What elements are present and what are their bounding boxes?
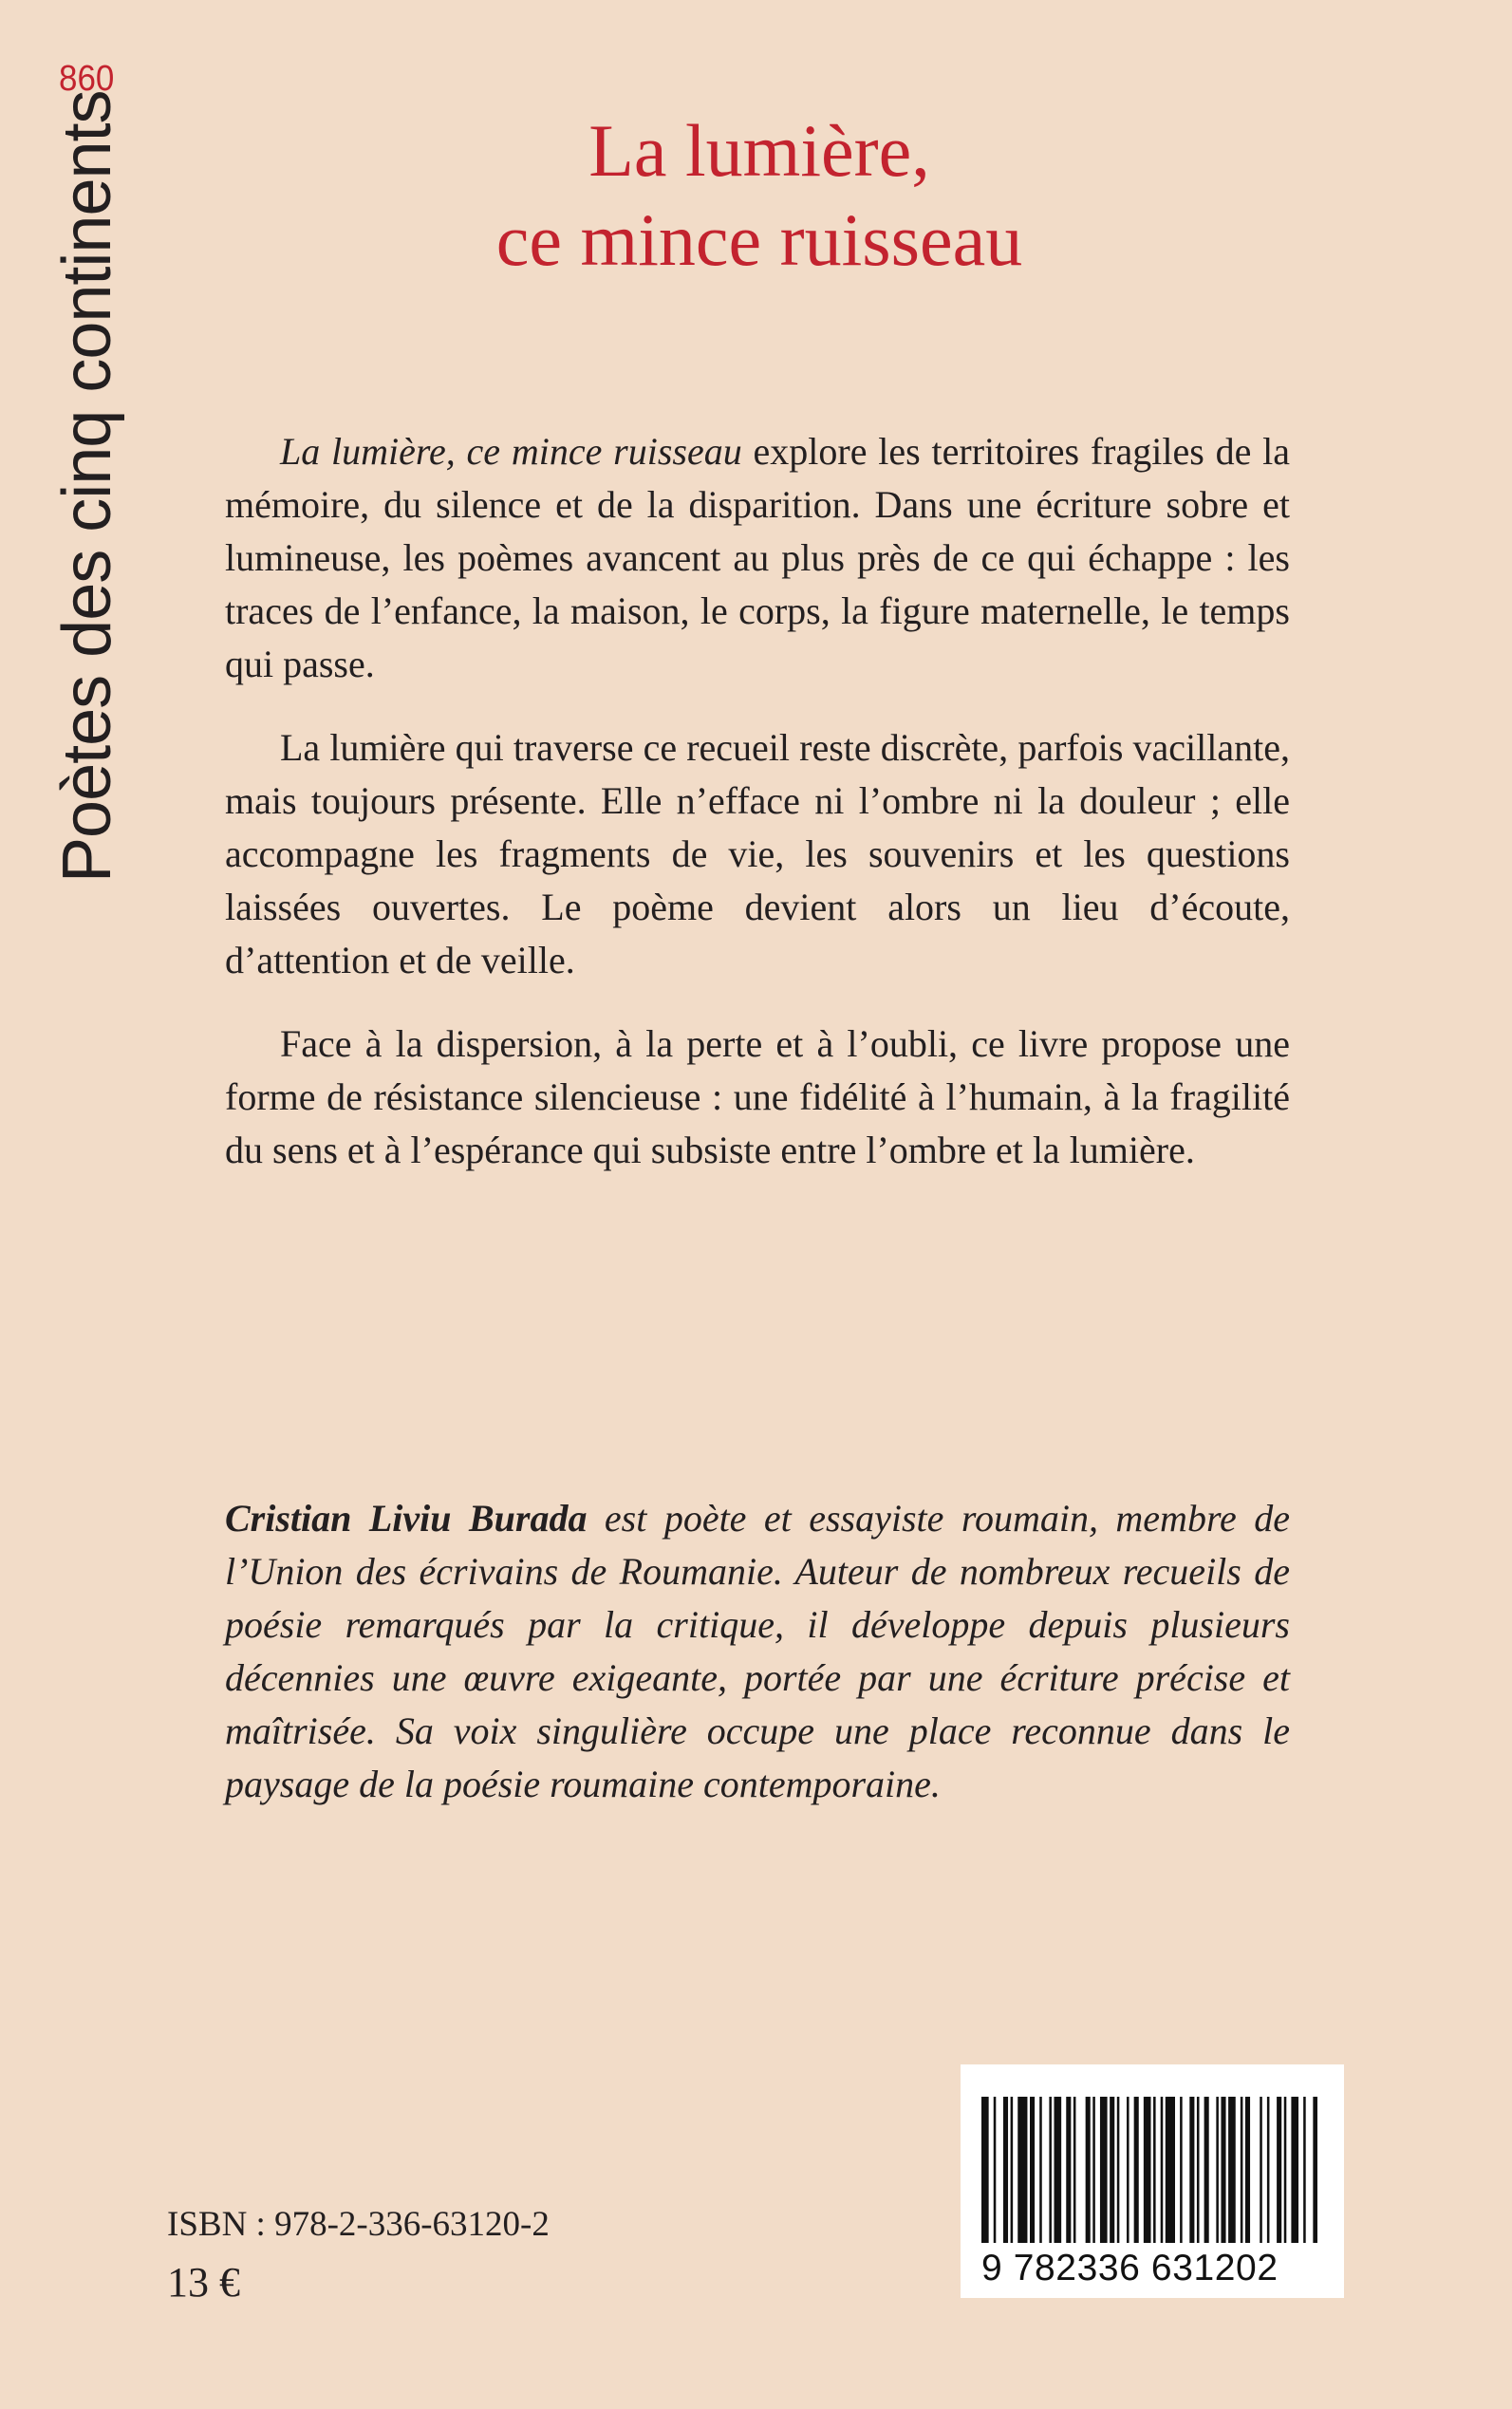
barcode-bar <box>1030 2097 1035 2243</box>
barcode-bar <box>1189 2097 1194 2243</box>
barcode-bar <box>1245 2097 1250 2243</box>
barcode-bar <box>1180 2097 1183 2243</box>
barcode-bar <box>1066 2097 1071 2243</box>
barcode-bar <box>1039 2097 1042 2243</box>
summary-title-italic: La lumière, ce mince ruisseau <box>280 430 742 473</box>
book-price: 13 € <box>167 2259 240 2306</box>
summary-paragraph-2: La lumière qui traverse ce recueil reste discrète, parfois vacillante, mais toujours présente. Elle n’efface ni l’ombre ni la douleur ; elle accompagne les fragments de vie, les souvenirs et les questions laissées ouvertes. Le poème devient alors un lieu d’écoute, d’attention et de veille. <box>225 726 1290 981</box>
summary-paragraph-1 <box>225 425 1290 691</box>
barcode-bar <box>1228 2097 1236 2243</box>
barcode-bar <box>1221 2097 1225 2243</box>
barcode-bar <box>1267 2097 1270 2243</box>
barcode-bar <box>981 2097 989 2243</box>
summary-paragraph-1-text: explore les territoires fragiles de la mémoire, du silence et de la disparition. Dans une écriture sobre et lumineuse, les poèmes avancent au plus près de ce qui échappe : les traces de l’enfance, la maison, le corps, la figure maternelle, le temps qui passe. <box>225 430 1290 685</box>
book-title <box>285 106 1234 285</box>
barcode-bar <box>1011 2097 1014 2243</box>
barcode-bar <box>1117 2097 1120 2243</box>
barcode-bar <box>1161 2097 1164 2243</box>
barcode-label <box>961 2064 1344 2298</box>
summary-paragraph-3: Face à la dispersion, à la perte et à l’oubli, ce livre propose une forme de résistance silencieuse : une fidélité à l’humain, à la fragilité du sens et à l’espérance qui subsiste entre l’ombre et la lumière. <box>225 1022 1290 1171</box>
barcode-bar <box>1055 2097 1062 2243</box>
barcode-bar <box>1073 2097 1076 2243</box>
barcode-bar <box>1204 2097 1209 2243</box>
barcode-bar <box>1003 2097 1008 2243</box>
barcode-bar <box>1197 2097 1200 2243</box>
barcode-image <box>981 2097 1317 2243</box>
book-title-line-1: La lumière, <box>588 109 930 192</box>
book-title-line-2: ce mince ruisseau <box>495 198 1023 281</box>
series-number: 860 <box>59 59 115 99</box>
barcode-bar <box>1291 2097 1298 2243</box>
author-name: Cristian Liviu Burada <box>225 1497 588 1540</box>
barcode-bar <box>1153 2097 1156 2243</box>
barcode-bar <box>1313 2097 1317 2243</box>
barcode-bar <box>1277 2097 1281 2243</box>
barcode-bar <box>1216 2097 1219 2243</box>
barcode-digits: 9 782336 631202 <box>981 2248 1279 2288</box>
barcode-bar <box>1127 2097 1129 2243</box>
barcode-bar <box>1303 2097 1306 2243</box>
barcode-bar <box>1017 2097 1027 2243</box>
barcode-bar <box>1134 2097 1139 2243</box>
barcode-bar <box>1100 2097 1108 2243</box>
book-summary <box>225 425 1290 1207</box>
author-biography <box>225 1492 1290 1811</box>
barcode-bar <box>1086 2097 1091 2243</box>
barcode-bar <box>1092 2097 1095 2243</box>
barcode-bar <box>1049 2097 1052 2243</box>
barcode-bar <box>1144 2097 1151 2243</box>
barcode-bar <box>994 2097 997 2243</box>
author-biography-text: est poète et essayiste roumain, membre de l’Union des écrivains de Roumanie. Auteur de nombreux recueils de poésie remarqués par la critique, il développe depuis plusieurs décennies une œuvre exigeante, portée par une écriture précise et maîtrisée. Sa voix singulière occupe une place reconnue dans le paysage de la poésie roumaine contemporaine. <box>225 1497 1290 1805</box>
barcode-bar <box>1241 2097 1243 2243</box>
barcode-bar <box>1260 2097 1262 2243</box>
barcode-bar <box>1284 2097 1287 2243</box>
barcode-bar <box>1166 2097 1175 2243</box>
author-biography-paragraph <box>225 1492 1290 1811</box>
series-name: Poètes des cinq continents <box>49 90 125 883</box>
isbn-number: ISBN : 978-2-336-63120-2 <box>167 2205 550 2244</box>
barcode-bar <box>1110 2097 1114 2243</box>
